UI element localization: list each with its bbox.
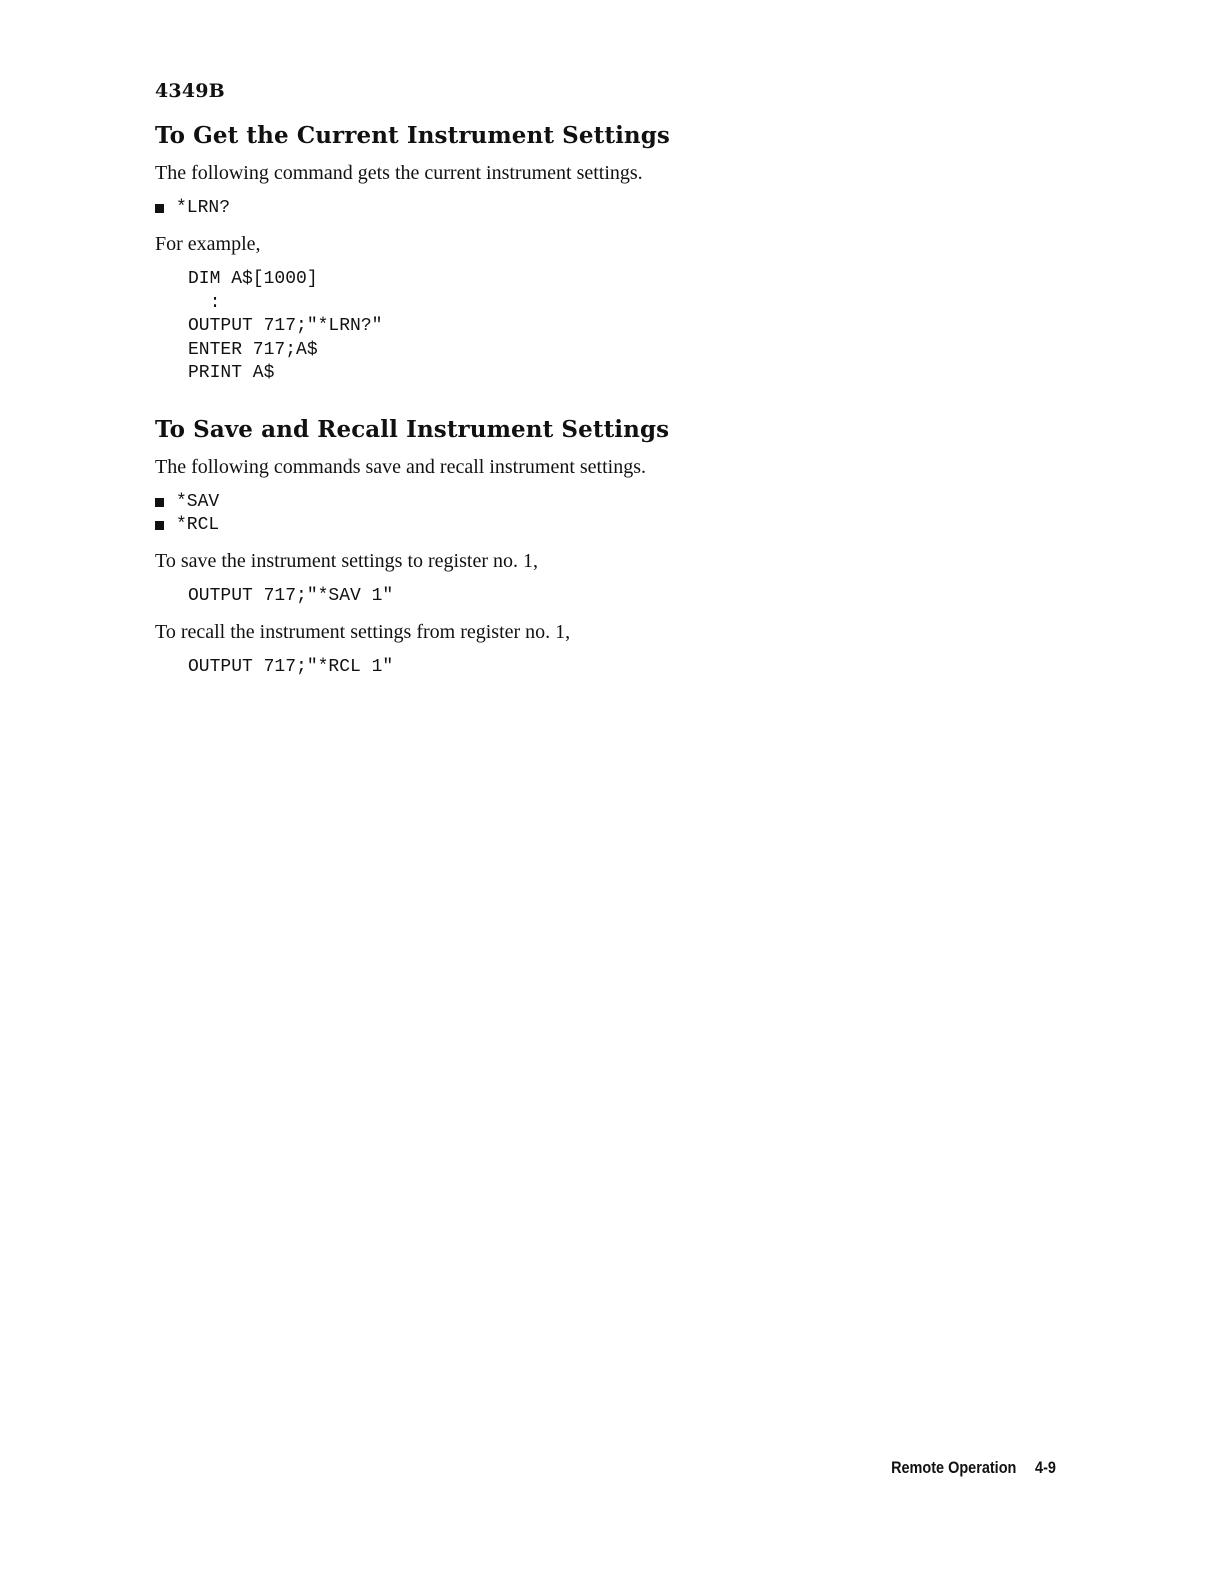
command-item <box>155 197 1075 220</box>
section-intro: The following command gets the current instrument settings. <box>155 162 643 184</box>
command-item <box>155 491 1075 514</box>
model-number: 4349B <box>155 80 225 102</box>
command-text: *SAV <box>176 491 220 512</box>
code-line: : <box>188 292 221 313</box>
code-block <box>188 585 1075 609</box>
recall-description: To recall the instrument settings from register no. 1, <box>155 621 571 643</box>
save-description: To save the instrument settings to register no. 1, <box>155 549 538 572</box>
page-number: 4-9 <box>1035 1458 1056 1477</box>
command-text: *LRN? <box>176 198 231 218</box>
bullet-icon <box>155 521 164 530</box>
command-list <box>155 491 1075 537</box>
section-intro: The following commands save and recall instrument settings. <box>155 455 646 478</box>
bullet-icon <box>155 498 164 507</box>
code-line: OUTPUT 717;"*SAV 1" <box>188 585 394 606</box>
footer-section-title: Remote Operation <box>891 1458 1017 1477</box>
example-label: For example, <box>155 233 261 255</box>
code-block <box>188 268 1075 386</box>
page-footer <box>891 1458 1056 1478</box>
code-line: DIM A$[1000] <box>188 269 318 289</box>
command-list <box>155 197 1075 220</box>
command-item <box>155 514 1075 537</box>
code-block <box>188 656 1075 680</box>
code-line: PRINT A$ <box>188 363 275 383</box>
command-text: *RCL <box>176 514 220 535</box>
section-heading-save-recall: To Save and Recall Instrument Settings <box>155 415 670 443</box>
section-heading-get-settings: To Get the Current Instrument Settings <box>155 122 670 149</box>
document-page <box>155 80 1075 692</box>
code-line: ENTER 717;A$ <box>188 339 318 360</box>
code-line: OUTPUT 717;"*RCL 1" <box>188 657 394 677</box>
code-line: OUTPUT 717;"*LRN?" <box>188 316 383 336</box>
bullet-icon <box>155 204 164 213</box>
